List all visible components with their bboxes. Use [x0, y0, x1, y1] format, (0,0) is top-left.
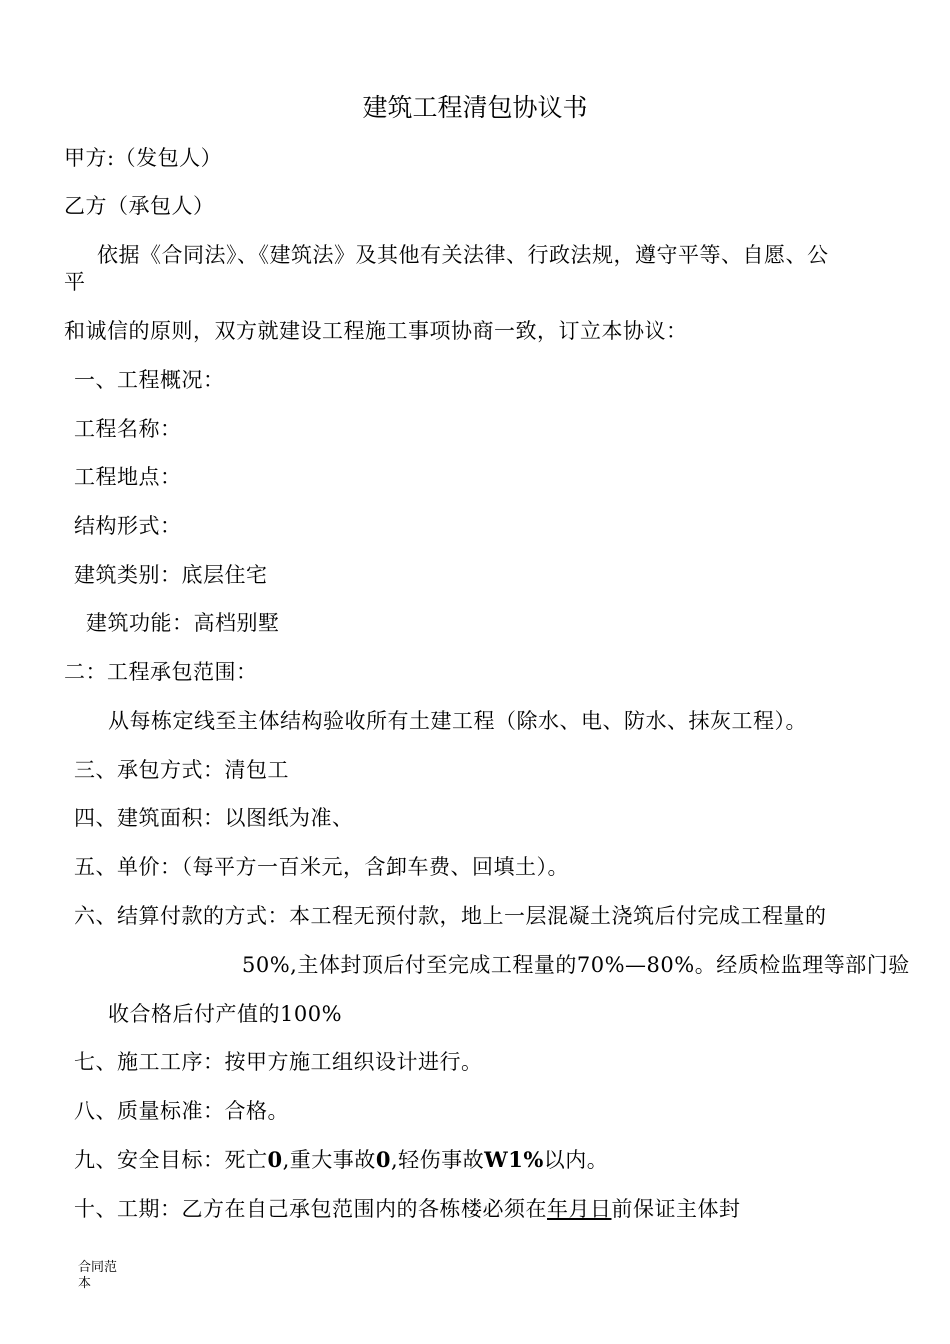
section-9-mid-2: ,轻伤事故 — [390, 1148, 485, 1172]
section-7: 七、施工工序：按甲方施工组织设计进行。 — [74, 1050, 483, 1074]
party-a-line: 甲方:（发包人） — [64, 146, 223, 170]
section-6-line-2: 50%,主体封顶后付至完成工程量的70%—80%。经质检监理等部门验 — [242, 953, 910, 977]
building-function-field: 建筑功能：高档别墅 — [86, 611, 280, 635]
deadline-date-blank: 年月日 — [547, 1197, 612, 1221]
project-location-field: 工程地点： — [74, 465, 182, 489]
section-6-line-3: 收合格后付产值的100% — [108, 1002, 343, 1026]
section-2-body: 从每栋定线至主体结构验收所有土建工程（除水、电、防水、抹灰工程）。 — [108, 709, 807, 733]
minor-injury-target: W1% — [484, 1147, 544, 1172]
party-b-line: 乙方（承包人） — [64, 194, 215, 218]
section-5: 五、单价：（每平方一百米元，含卸车费、回填土）。 — [74, 855, 569, 879]
section-3: 三、承包方式：清包工 — [74, 758, 289, 782]
section-4: 四、建筑面积：以图纸为准、 — [74, 806, 354, 830]
section-9-mid-1: ,重大事故 — [282, 1148, 376, 1172]
section-6-line-1: 六、结算付款的方式：本工程无预付款，地上一层混凝土浇筑后付完成工程量的 — [74, 904, 827, 928]
section-10 — [74, 1195, 741, 1223]
intro-paragraph-wrap: 平 — [64, 270, 86, 294]
page-footer: 合同范本 — [78, 1260, 118, 1291]
intro-paragraph-line-2: 和诚信的原则，双方就建设工程施工事项协商一致，订立本协议： — [64, 319, 688, 343]
structure-type-field: 结构形式： — [74, 514, 182, 538]
section-10-suffix: 前保证主体封 — [611, 1197, 741, 1221]
intro-paragraph-line-1: 依据《合同法》、《建筑法》及其他有关法律、行政法规，遵守平等、自愿、公 — [97, 243, 829, 267]
section-1-heading: 一、工程概况： — [74, 368, 225, 392]
section-9 — [74, 1146, 608, 1174]
section-9-suffix: 以内。 — [543, 1148, 609, 1172]
major-accident-target: 0 — [375, 1147, 391, 1172]
section-10-prefix: 十、工期：乙方在自己承包范围内的各栋楼必须在 — [74, 1197, 547, 1221]
document-title: 建筑工程清包协议书 — [362, 93, 588, 122]
section-2-heading: 二：工程承包范围： — [64, 660, 258, 684]
building-category-field: 建筑类别：底层住宅 — [74, 563, 268, 587]
project-name-field: 工程名称： — [74, 417, 182, 441]
section-8: 八、质量标准：合格。 — [74, 1099, 289, 1123]
section-9-prefix: 九、安全目标：死亡 — [74, 1148, 268, 1172]
death-target: 0 — [267, 1147, 283, 1172]
